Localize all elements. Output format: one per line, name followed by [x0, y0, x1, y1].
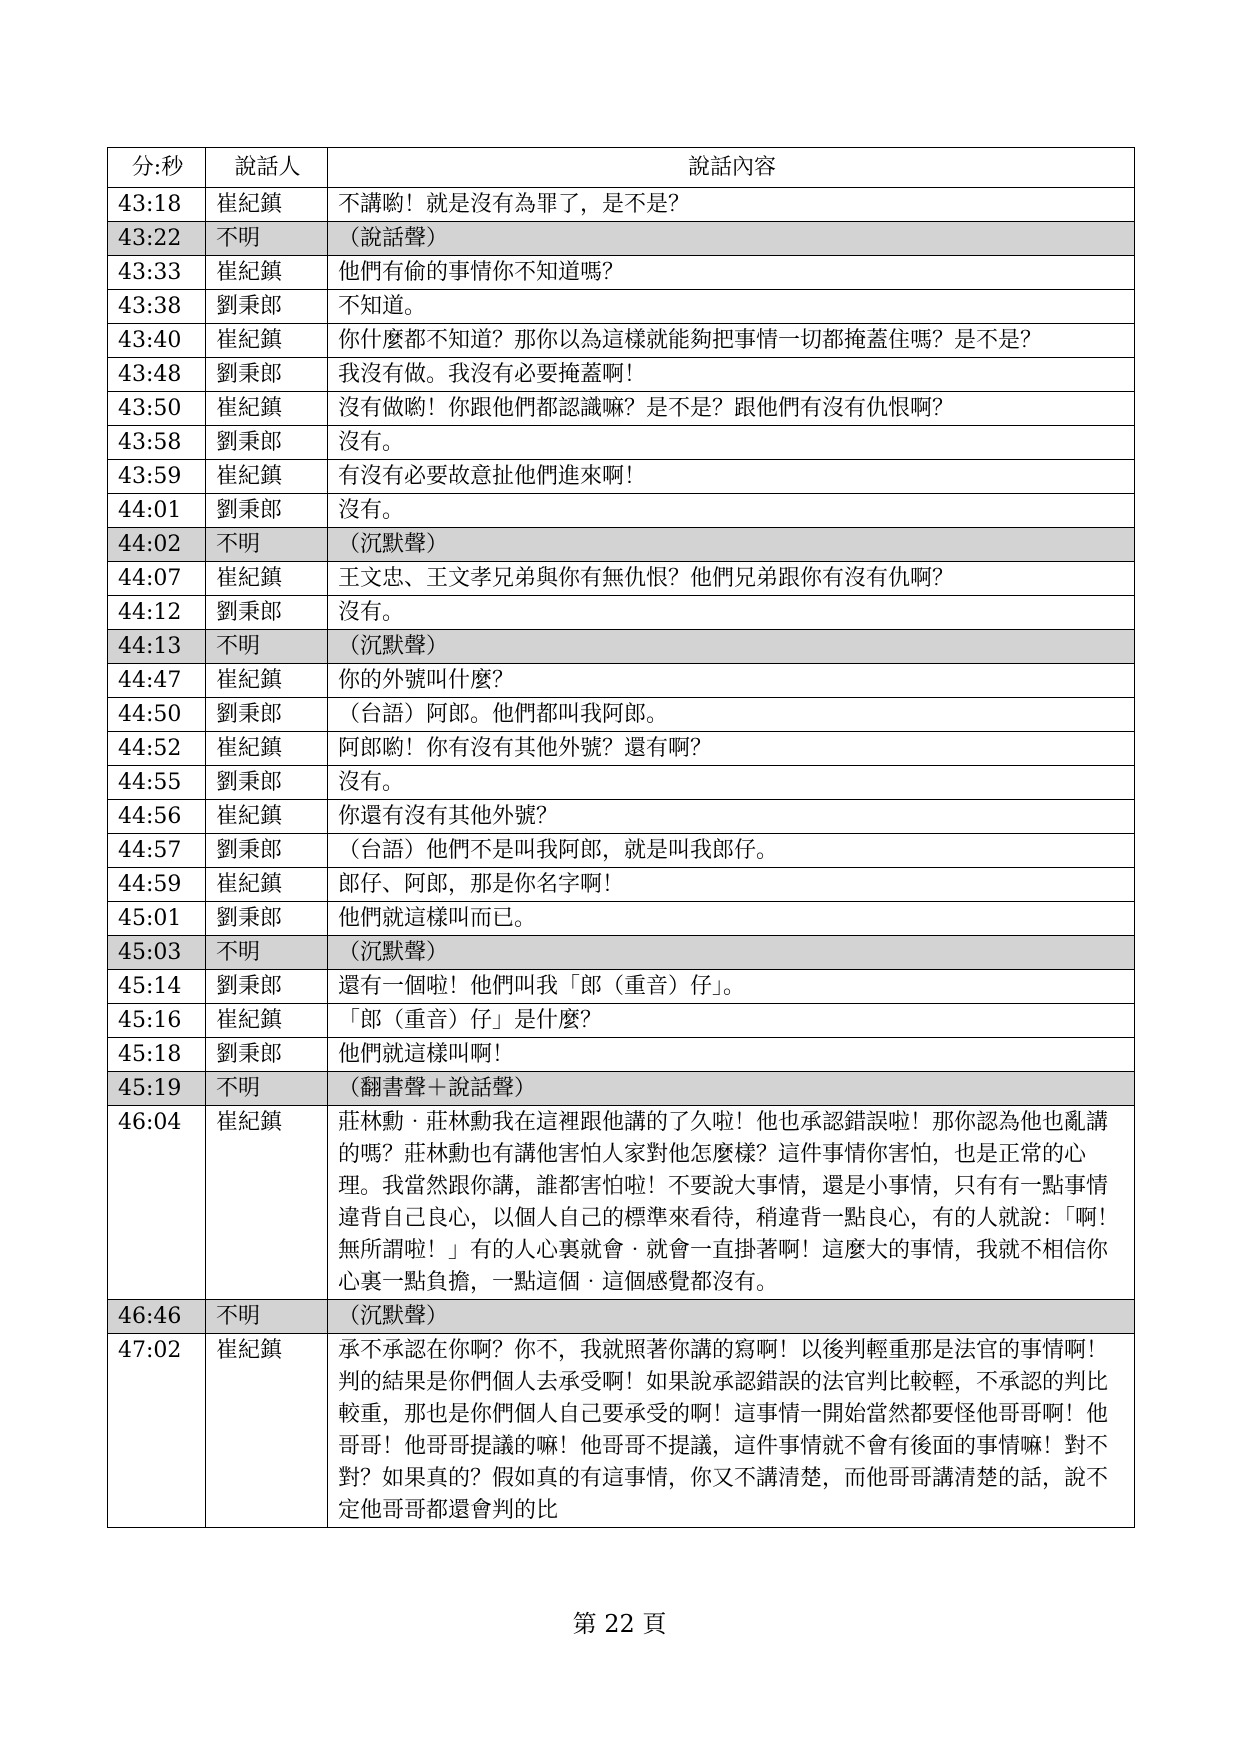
row-time: 44:50 [108, 698, 206, 732]
row-time: 44:57 [108, 834, 206, 868]
row-time: 43:40 [108, 324, 206, 358]
row-content: （沉默聲） [328, 1300, 1135, 1334]
table-row [108, 970, 1135, 1004]
row-speaker: 崔紀鎮 [206, 324, 328, 358]
row-content: （說話聲） [328, 222, 1135, 256]
row-time: 46:04 [108, 1106, 206, 1300]
row-speaker: 不明 [206, 528, 328, 562]
row-content: （翻書聲＋說話聲） [328, 1072, 1135, 1106]
row-speaker: 崔紀鎮 [206, 732, 328, 766]
row-time: 43:58 [108, 426, 206, 460]
row-content: 阿郎喲！你有沒有其他外號？還有啊？ [328, 732, 1135, 766]
table-row [108, 222, 1135, 256]
row-content: 你什麼都不知道？那你以為這樣就能夠把事情一切都掩蓋住嗎？是不是？ [328, 324, 1135, 358]
row-content: （沉默聲） [328, 936, 1135, 970]
table-row [108, 1334, 1135, 1528]
row-content: 他們就這樣叫而已。 [328, 902, 1135, 936]
row-time: 44:59 [108, 868, 206, 902]
row-content: 他們就這樣叫啊！ [328, 1038, 1135, 1072]
row-time: 45:03 [108, 936, 206, 970]
row-content: （沉默聲） [328, 528, 1135, 562]
table-row [108, 324, 1135, 358]
table-row [108, 494, 1135, 528]
row-speaker: 崔紀鎮 [206, 188, 328, 222]
row-speaker: 劉秉郎 [206, 290, 328, 324]
row-content: 莊林勳‧莊林勳我在這裡跟他講的了久啦！他也承認錯誤啦！那你認為他也亂講的嗎？莊林勳也有講他害怕人家對他怎麼樣？這件事情你害怕，也是正常的心理。我當然跟你講，誰都害怕啦！不要說大事情，還是小事情，只有有一點事情違背自己良心，以個人自己的標準來看待，稍違背一點良心，有的人就說：「啊！無所謂啦！」有的人心裏就會‧就會一直掛著啊！這麼大的事情，我就不相信你心裏一點負擔，一點這個‧這個感覺都沒有。 [328, 1106, 1135, 1300]
row-time: 43:22 [108, 222, 206, 256]
row-speaker: 劉秉郎 [206, 494, 328, 528]
row-speaker: 崔紀鎮 [206, 1334, 328, 1528]
row-content: 郎仔、阿郎，那是你名字啊！ [328, 868, 1135, 902]
table-row [108, 766, 1135, 800]
row-speaker: 劉秉郎 [206, 358, 328, 392]
row-content: 沒有。 [328, 426, 1135, 460]
row-content: 還有一個啦！他們叫我「郎（重音）仔」。 [328, 970, 1135, 1004]
row-speaker: 不明 [206, 222, 328, 256]
row-speaker: 崔紀鎮 [206, 1106, 328, 1300]
row-speaker: 崔紀鎮 [206, 460, 328, 494]
row-speaker: 劉秉郎 [206, 834, 328, 868]
row-speaker: 不明 [206, 1300, 328, 1334]
table-row [108, 460, 1135, 494]
row-speaker: 崔紀鎮 [206, 392, 328, 426]
row-speaker: 劉秉郎 [206, 596, 328, 630]
transcript-table [107, 147, 1135, 1528]
table-row [108, 868, 1135, 902]
page-number: 第 22 頁 [572, 1610, 667, 1638]
header-speaker: 說話人 [206, 148, 328, 188]
row-speaker: 劉秉郎 [206, 698, 328, 732]
table-row [108, 800, 1135, 834]
row-speaker: 劉秉郎 [206, 426, 328, 460]
table-row [108, 392, 1135, 426]
row-content: 你還有沒有其他外號？ [328, 800, 1135, 834]
row-speaker: 崔紀鎮 [206, 1004, 328, 1038]
table-row [108, 290, 1135, 324]
table-row [108, 1038, 1135, 1072]
table-row [108, 1072, 1135, 1106]
row-time: 46:46 [108, 1300, 206, 1334]
row-speaker: 劉秉郎 [206, 902, 328, 936]
table-row [108, 936, 1135, 970]
table-row [108, 1004, 1135, 1038]
table-row [108, 630, 1135, 664]
table-row [108, 256, 1135, 290]
row-time: 47:02 [108, 1334, 206, 1528]
row-time: 45:16 [108, 1004, 206, 1038]
row-time: 45:19 [108, 1072, 206, 1106]
row-content: （台語）他們不是叫我阿郎，就是叫我郎仔。 [328, 834, 1135, 868]
row-content: （沉默聲） [328, 630, 1135, 664]
row-speaker: 劉秉郎 [206, 1038, 328, 1072]
row-speaker: 崔紀鎮 [206, 256, 328, 290]
table-row [108, 664, 1135, 698]
header-content: 說話內容 [328, 148, 1135, 188]
row-content: 有沒有必要故意扯他們進來啊！ [328, 460, 1135, 494]
row-content: 沒有。 [328, 766, 1135, 800]
row-time: 45:01 [108, 902, 206, 936]
table-row [108, 562, 1135, 596]
row-speaker: 不明 [206, 936, 328, 970]
row-speaker: 不明 [206, 630, 328, 664]
row-time: 45:14 [108, 970, 206, 1004]
row-time: 43:38 [108, 290, 206, 324]
row-content: 我沒有做。我沒有必要掩蓋啊！ [328, 358, 1135, 392]
table-row [108, 596, 1135, 630]
row-time: 43:48 [108, 358, 206, 392]
row-content: 王文忠、王文孝兄弟與你有無仇恨？他們兄弟跟你有沒有仇啊？ [328, 562, 1135, 596]
row-time: 43:50 [108, 392, 206, 426]
row-content: 承不承認在你啊？你不，我就照著你講的寫啊！以後判輕重那是法官的事情啊！判的結果是你們個人去承受啊！如果說承認錯誤的法官判比較輕，不承認的判比較重，那也是你們個人自己要承受的啊！這事情一開始當然都要怪他哥哥啊！他哥哥！他哥哥提議的嘛！他哥哥不提議，這件事情就不會有後面的事情嘛！對不對？如果真的？假如真的有這事情，你又不講清楚，而他哥哥講清楚的話，說不定他哥哥都還會判的比 [328, 1334, 1135, 1528]
table-row [108, 902, 1135, 936]
row-time: 43:18 [108, 188, 206, 222]
row-speaker: 劉秉郎 [206, 766, 328, 800]
row-content: （台語）阿郎。他們都叫我阿郎。 [328, 698, 1135, 732]
row-speaker: 崔紀鎮 [206, 562, 328, 596]
table-row [108, 188, 1135, 222]
row-content: 你的外號叫什麼？ [328, 664, 1135, 698]
row-speaker: 崔紀鎮 [206, 868, 328, 902]
row-time: 44:55 [108, 766, 206, 800]
table-row [108, 698, 1135, 732]
table-row [108, 1300, 1135, 1334]
row-time: 44:56 [108, 800, 206, 834]
row-content: 「郎（重音）仔」是什麼？ [328, 1004, 1135, 1038]
table-row [108, 358, 1135, 392]
row-speaker: 崔紀鎮 [206, 800, 328, 834]
transcript-body [108, 188, 1135, 1528]
row-time: 45:18 [108, 1038, 206, 1072]
row-content: 他們有偷的事情你不知道嗎？ [328, 256, 1135, 290]
table-row [108, 426, 1135, 460]
row-time: 43:59 [108, 460, 206, 494]
row-speaker: 劉秉郎 [206, 970, 328, 1004]
row-content: 沒有。 [328, 596, 1135, 630]
table-row [108, 528, 1135, 562]
table-row [108, 732, 1135, 766]
row-content: 沒有。 [328, 494, 1135, 528]
row-speaker: 不明 [206, 1072, 328, 1106]
row-content: 沒有做喲！你跟他們都認識嘛？是不是？跟他們有沒有仇恨啊？ [328, 392, 1135, 426]
row-time: 44:01 [108, 494, 206, 528]
table-row [108, 834, 1135, 868]
header-time: 分:秒 [108, 148, 206, 188]
row-time: 44:47 [108, 664, 206, 698]
row-time: 44:07 [108, 562, 206, 596]
row-speaker: 崔紀鎮 [206, 664, 328, 698]
row-time: 44:12 [108, 596, 206, 630]
row-content: 不知道。 [328, 290, 1135, 324]
row-time: 44:02 [108, 528, 206, 562]
row-time: 44:52 [108, 732, 206, 766]
row-content: 不講喲！就是沒有為罪了，是不是？ [328, 188, 1135, 222]
row-time: 43:33 [108, 256, 206, 290]
table-header-row [108, 148, 1135, 188]
table-row [108, 1106, 1135, 1300]
row-time: 44:13 [108, 630, 206, 664]
